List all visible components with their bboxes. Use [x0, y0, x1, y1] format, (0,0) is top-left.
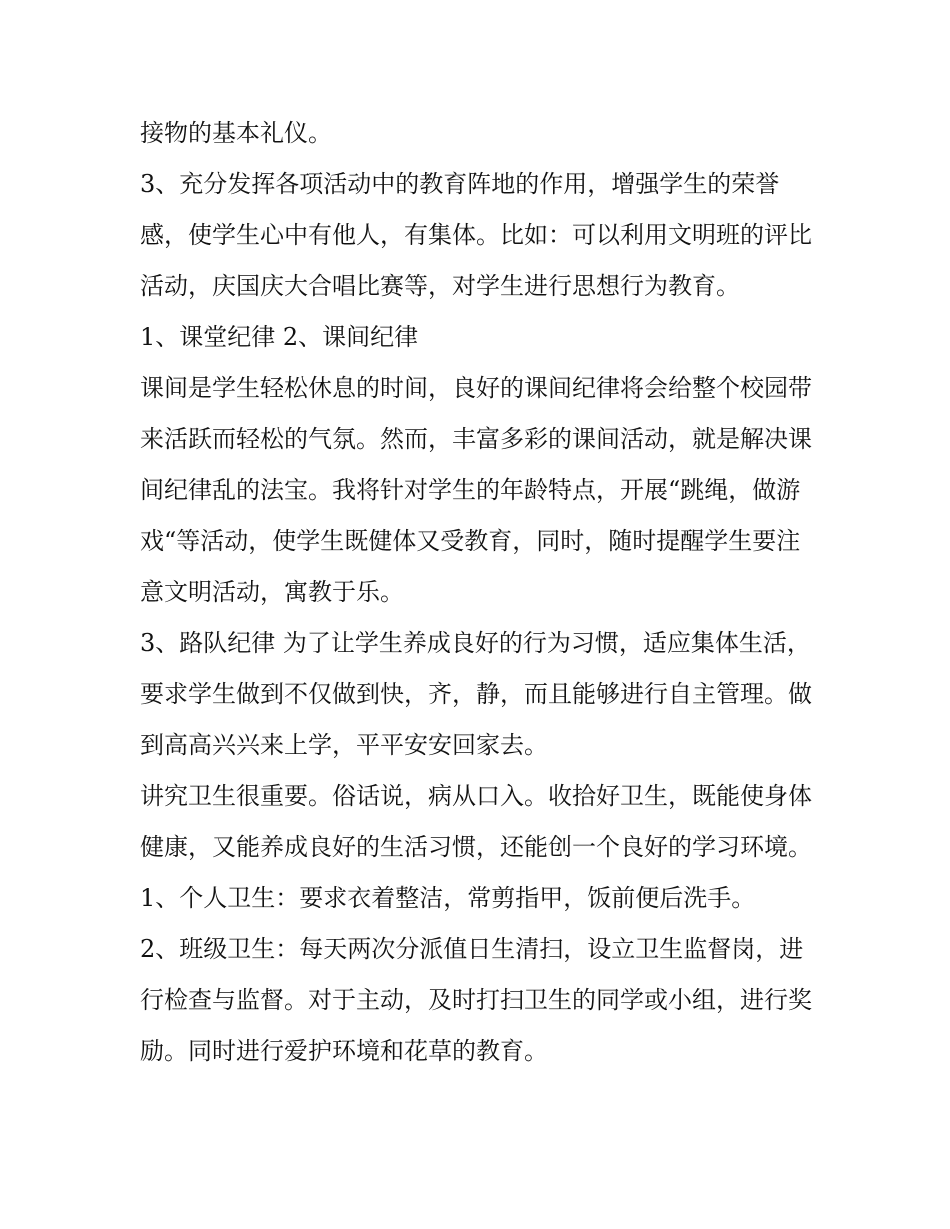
paragraph-5: 3、路队纪律 为了让学生养成良好的行为习惯，适应集体生活，要求学生做到不仅做到快，齐，静，而且能够进行自主管理。做到高高兴兴来上学，平平安安回家去。	[140, 629, 812, 759]
paragraph-1: 接物的基本礼仪。	[140, 119, 332, 147]
paragraph-7: 1、个人卫生：要求衣着整洁，常剪指甲，饭前便后洗手。	[140, 884, 756, 912]
document-body	[140, 108, 820, 1077]
paragraph-4: 课间是学生轻松休息的时间，良好的课间纪律将会给整个校园带来活跃而轻松的气氛。然而，丰富多彩的课间活动，就是解决课间纪律乱的法宝。我将针对学生的年龄特点，开展“跳绳，做游戏“等活动，使学生既健体又受教育，同时，随时提醒学生要注意文明活动，寓教于乐。	[140, 374, 812, 606]
paragraph-3: 1、课堂纪律 2、课间纪律	[140, 323, 419, 351]
paragraph-6: 讲究卫生很重要。俗话说，病从口入。收拾好卫生，既能使身体健康，又能养成良好的生活习惯，还能创一个良好的学习环境。	[140, 782, 812, 861]
paragraph-2: 3、充分发挥各项活动中的教育阵地的作用，增强学生的荣誉感，使学生心中有他人，有集体。比如：可以利用文明班的评比活动，庆国庆大合唱比赛等，对学生进行思想行为教育。	[140, 170, 812, 300]
paragraph-8: 2、班级卫生：每天两次分派值日生清扫，设立卫生监督岗，进行检查与监督。对于主动，及时打扫卫生的同学或小组，进行奖励。同时进行爱护环境和花草的教育。	[140, 935, 812, 1065]
